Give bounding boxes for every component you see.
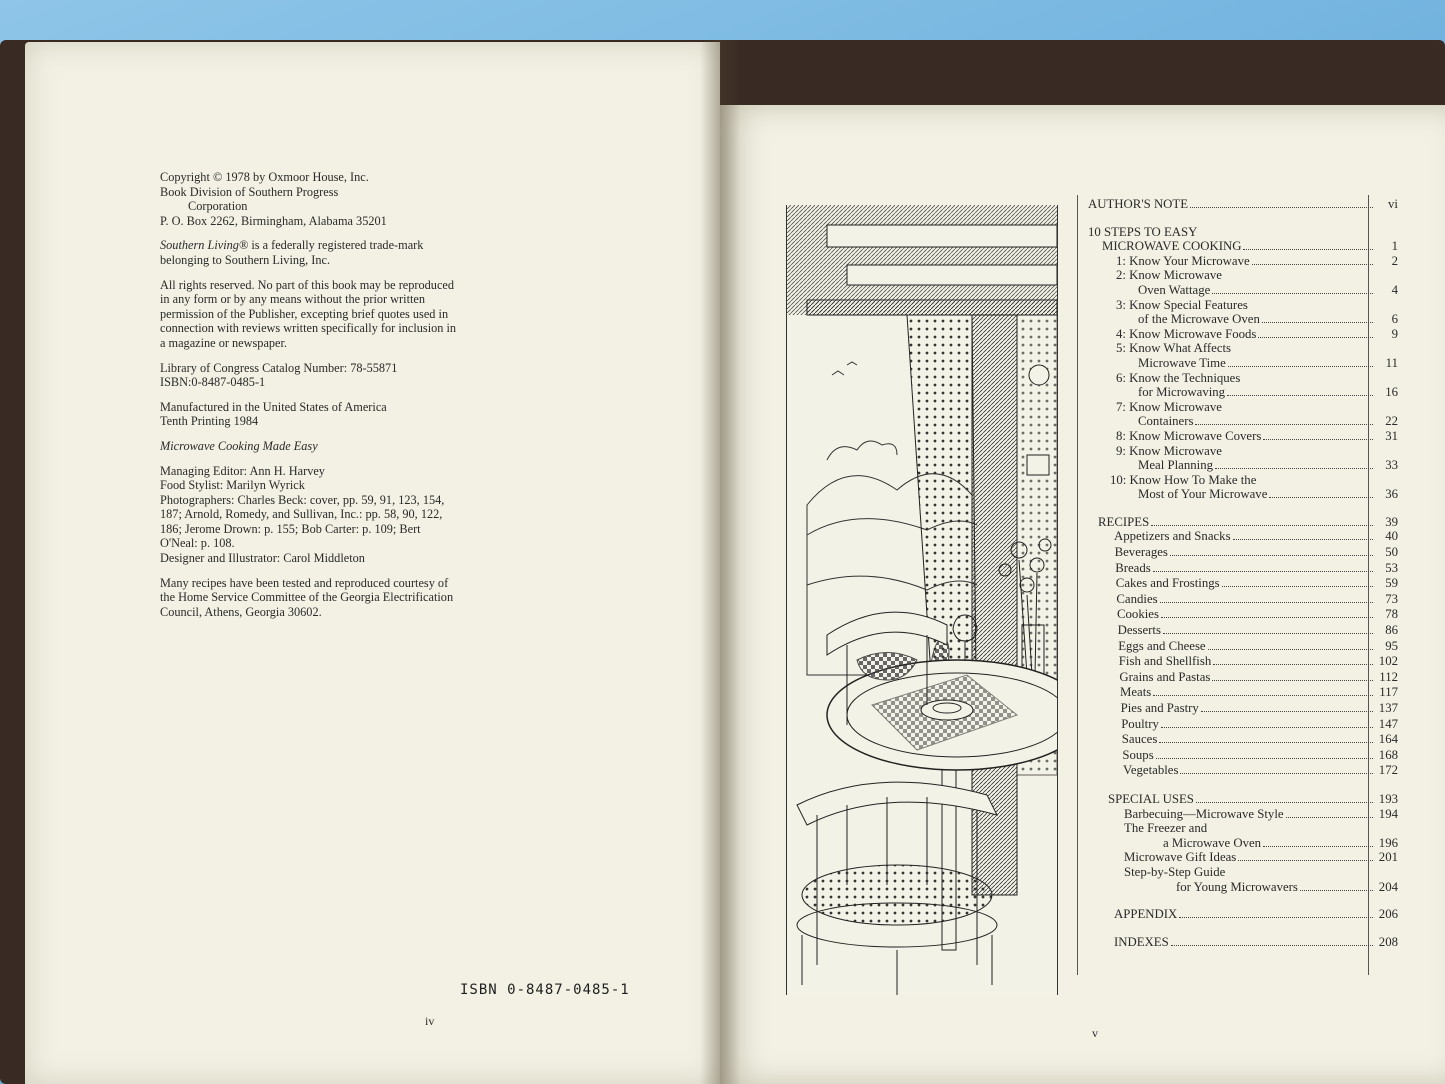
leader-dots: [1252, 264, 1373, 265]
toc-title: Appetizers and Snacks: [1114, 529, 1231, 544]
toc-title: 2: Know Microwave: [1116, 268, 1222, 283]
leader-dots: [1258, 337, 1373, 338]
toc-title: for Microwaving: [1138, 385, 1226, 400]
toc-recipe-entry: [1088, 654, 1398, 670]
toc-recipe-entry: [1088, 639, 1398, 655]
toc-step-entry: [1088, 298, 1398, 313]
toc-step-entry: [1088, 356, 1398, 371]
toc-page: 168: [1378, 747, 1398, 762]
toc-title: Sauces: [1121, 732, 1158, 747]
toc-page: 78: [1385, 607, 1398, 622]
toc-recipe-entry: [1088, 685, 1398, 701]
toc-title: Pies and Pastry: [1120, 701, 1199, 715]
table-of-contents: [1088, 197, 1398, 949]
toc-entry-steps: [1088, 239, 1398, 254]
toc-recipe-entry: [1088, 561, 1398, 577]
toc-page: 50: [1385, 545, 1398, 560]
toc-special-entry: [1088, 807, 1398, 822]
toc-title: Most of Your Microwave: [1138, 487, 1268, 502]
toc-title: of the Microwave Oven: [1138, 312, 1260, 327]
managing-editor: Managing Editor: Ann H. Harvey: [160, 463, 325, 478]
toc-page: 9: [1391, 326, 1398, 341]
toc-title: Breads: [1115, 560, 1151, 575]
manufactured-line: Manufactured in the United States of America: [160, 399, 387, 414]
toc-page: 16: [1385, 385, 1398, 400]
toc-recipe-entry: [1088, 717, 1398, 733]
toc-entry-authors-note: [1088, 197, 1398, 212]
leader-dots: [1263, 846, 1373, 847]
toc-title: Poultry: [1121, 716, 1159, 731]
toc-step-entry: [1088, 371, 1398, 386]
address-line: P. O. Box 2262, Birmingham, Alabama 35201: [160, 213, 387, 228]
toc-title: 6: Know the Techniques: [1116, 370, 1241, 385]
leader-dots: [1163, 633, 1373, 634]
leader-dots: [1179, 917, 1373, 918]
leader-dots: [1201, 711, 1373, 712]
toc-page: 86: [1385, 623, 1398, 638]
toc-title: RECIPES: [1098, 514, 1150, 529]
toc-page: 53: [1385, 560, 1398, 575]
publisher-line: Book Division of Southern Progress: [160, 184, 339, 199]
toc-page: 164: [1378, 732, 1398, 747]
toc-page: 11: [1385, 355, 1398, 370]
page-number-left: iv: [425, 1014, 435, 1028]
designer: Designer and Illustrator: Carol Middleton: [160, 551, 365, 566]
toc-title: Microwave Time: [1138, 355, 1226, 370]
leader-dots: [1161, 617, 1373, 618]
toc-step-entry: [1088, 429, 1398, 444]
leader-dots: [1263, 439, 1373, 440]
recipes-courtesy-note: Many recipes have been tested and reproduced courtesy of the Home Service Committee of the Georgia Electrification Council, Athens, Georgia 30602.: [160, 575, 454, 619]
toc-step-entry: [1088, 458, 1398, 473]
toc-title: Desserts: [1117, 623, 1161, 638]
toc-title: MICROWAVE COOKING: [1102, 239, 1242, 254]
toc-page: 95: [1385, 638, 1398, 653]
toc-page: 102: [1378, 654, 1398, 669]
toc-page: 117: [1379, 685, 1398, 700]
toc-title: 3: Know Special Features: [1116, 297, 1248, 312]
isbn-text: ISBN:0-8487-0485-1: [160, 375, 266, 390]
toc-title: 10: Know How To Make the: [1110, 472, 1257, 487]
toc-page: 147: [1378, 716, 1398, 731]
toc-title: 1: Know Your Microwave: [1116, 253, 1250, 268]
leader-dots: [1238, 860, 1373, 861]
toc-title: INDEXES: [1114, 934, 1169, 949]
toc-page: 6: [1391, 312, 1398, 327]
toc-title: Vegetables: [1123, 763, 1179, 778]
leader-dots: [1180, 773, 1373, 774]
catalog-number: Library of Congress Catalog Number: 78-55871: [160, 360, 398, 375]
leader-dots: [1212, 680, 1373, 681]
toc-title: Grains and Pastas: [1119, 669, 1211, 684]
toc-page: 193: [1378, 791, 1398, 806]
leader-dots: [1153, 695, 1373, 696]
credits-block: [160, 464, 460, 566]
toc-recipe-entry: [1088, 607, 1398, 623]
toc-step-entry: [1088, 268, 1398, 283]
toc-step-entry: [1088, 385, 1398, 400]
line-drawing: [787, 205, 1057, 995]
toc-title: SPECIAL USES: [1108, 791, 1194, 806]
toc-title: Meal Planning: [1138, 458, 1213, 473]
toc-recipe-entry: [1088, 576, 1398, 592]
toc-recipe-entry: [1088, 623, 1398, 639]
toc-entry-special-uses: [1088, 792, 1398, 807]
leader-dots: [1228, 366, 1373, 367]
trademark-text: is a federally registered trade-mark belonging to Southern Living, Inc.: [160, 238, 424, 267]
toc-page: 73: [1385, 591, 1398, 606]
toc-title: APPENDIX: [1114, 907, 1178, 922]
leader-dots: [1160, 602, 1373, 603]
toc-page: 172: [1378, 763, 1398, 778]
toc-page: 4: [1391, 282, 1398, 297]
leader-dots: [1262, 322, 1373, 323]
trademark-note: [160, 238, 460, 267]
leader-dots: [1196, 802, 1373, 803]
toc-special-entry: [1088, 865, 1398, 880]
toc-page: 40: [1385, 529, 1398, 544]
toc-title: Cookies: [1117, 607, 1159, 622]
toc-page: 196: [1378, 835, 1398, 850]
toc-page: 36: [1385, 487, 1398, 502]
toc-recipe-entry: [1088, 545, 1398, 561]
leader-dots: [1208, 649, 1373, 650]
toc-recipe-entry: [1088, 592, 1398, 608]
rights-notice: All rights reserved. No part of this book may be reproduced in any form or by any means without the prior written permission of the Publisher, excepting brief quotes used in connection with reviews written specifically for inclusion in a magazine or newspaper.: [160, 277, 457, 350]
toc-title: 9: Know Microwave: [1116, 443, 1222, 458]
toc-title: a Microwave Oven: [1163, 835, 1262, 850]
printing-line: Tenth Printing 1984: [160, 414, 259, 429]
toc-title: Meats: [1120, 685, 1152, 700]
toc-page: 112: [1379, 669, 1398, 684]
leader-dots: [1286, 817, 1373, 818]
toc-title: 10 STEPS TO EASY: [1088, 224, 1198, 239]
toc-recipe-entry: [1088, 701, 1398, 717]
toc-entry-indexes: [1088, 935, 1398, 950]
leader-dots: [1222, 586, 1373, 587]
book-title: Microwave Cooking Made Easy: [160, 438, 318, 453]
toc-title: Candies: [1116, 591, 1158, 606]
toc-special-entry: [1088, 821, 1398, 836]
book-gutter: [700, 40, 740, 1084]
toc-page: vi: [1388, 197, 1398, 211]
toc-title: Soups: [1122, 747, 1154, 762]
toc-title: 5: Know What Affects: [1116, 341, 1232, 356]
photographers: Photographers: Charles Beck: cover, pp. 59, 91, 123, 154, 187; Arnold, Romedy, and Sullivan, Inc.: pp. 58, 90, 122, 186; Jerome Drown: p. 155; Bob Carter: p. 109; Bert O'Neal: p. 108.: [160, 492, 445, 551]
leader-dots: [1170, 555, 1373, 556]
toc-divider-left: [1077, 195, 1078, 975]
food-stylist: Food Stylist: Marilyn Wyrick: [160, 478, 305, 493]
leader-dots: [1151, 525, 1373, 526]
toc-title: Barbecuing—Microwave Style: [1124, 806, 1284, 821]
leader-dots: [1213, 664, 1373, 665]
toc-page: 2: [1391, 253, 1398, 268]
toc-page: 22: [1385, 414, 1398, 429]
leader-dots: [1190, 207, 1373, 208]
toc-title: 8: Know Microwave Covers: [1116, 428, 1262, 443]
copyright-block: [160, 170, 460, 629]
toc-title: AUTHOR'S NOTE: [1088, 197, 1189, 211]
toc-step-entry: [1088, 473, 1398, 488]
toc-page: 206: [1378, 907, 1398, 922]
toc-page: 137: [1378, 701, 1398, 715]
toc-recipe-entry: [1088, 529, 1398, 545]
toc-step-entry: [1088, 254, 1398, 269]
toc-steps-list: [1088, 254, 1398, 502]
leader-dots: [1156, 758, 1373, 759]
toc-step-entry: [1088, 341, 1398, 356]
toc-title: The Freezer and: [1124, 821, 1208, 836]
toc-title: 7: Know Microwave: [1116, 399, 1222, 414]
toc-recipe-entry: [1088, 748, 1398, 764]
leader-dots: [1233, 539, 1373, 540]
toc-page: 59: [1385, 576, 1398, 591]
toc-page: 204: [1378, 879, 1398, 894]
toc-recipe-entry: [1088, 670, 1398, 686]
toc-title: Microwave Gift Ideas: [1124, 850, 1237, 865]
toc-title: Step-by-Step Guide: [1124, 864, 1226, 879]
toc-title: Beverages: [1114, 545, 1168, 560]
toc-recipe-entry: [1088, 732, 1398, 748]
isbn-stamp: ISBN 0-8487-0485-1: [460, 982, 630, 998]
publisher-line-2: Corporation: [188, 199, 248, 214]
toc-title: Oven Wattage: [1138, 282, 1211, 297]
leader-dots: [1153, 571, 1373, 572]
leader-dots: [1300, 890, 1373, 891]
toc-step-entry: [1088, 283, 1398, 298]
toc-page: 1: [1391, 239, 1398, 254]
toc-page: 208: [1378, 934, 1398, 949]
toc-step-entry: [1088, 487, 1398, 502]
toc-step-entry: [1088, 414, 1398, 429]
toc-recipe-entry: [1088, 763, 1398, 779]
toc-special-entry: [1088, 880, 1398, 895]
leader-dots: [1215, 468, 1373, 469]
toc-title: Containers: [1138, 414, 1194, 429]
leader-dots: [1161, 727, 1373, 728]
toc-title: Eggs and Cheese: [1118, 638, 1206, 653]
leader-dots: [1227, 395, 1373, 396]
toc-page: 33: [1385, 458, 1398, 473]
toc-step-entry: [1088, 327, 1398, 342]
porch-illustration: [786, 205, 1058, 995]
leader-dots: [1159, 742, 1373, 743]
trademark-name: Southern Living®: [160, 238, 249, 253]
toc-special-entry: [1088, 850, 1398, 865]
toc-step-entry: [1088, 312, 1398, 327]
toc-title: Fish and Shellfish: [1118, 654, 1212, 669]
toc-recipe-list: [1088, 529, 1398, 779]
toc-step-entry: [1088, 444, 1398, 459]
leader-dots: [1269, 497, 1373, 498]
toc-title: 4: Know Microwave Foods: [1116, 326, 1257, 341]
page-number-right: v: [1092, 1026, 1098, 1040]
copyright-line: Copyright © 1978 by Oxmoor House, Inc.: [160, 170, 369, 184]
leader-dots: [1171, 945, 1373, 946]
toc-steps-heading: [1088, 225, 1398, 240]
toc-page: 31: [1385, 428, 1398, 443]
leader-dots: [1243, 249, 1373, 250]
toc-step-entry: [1088, 400, 1398, 415]
toc-page: 201: [1378, 850, 1398, 865]
toc-entry-recipes: [1088, 515, 1398, 530]
toc-title: for Young Microwavers: [1176, 879, 1298, 894]
toc-title: Cakes and Frostings: [1115, 576, 1220, 591]
toc-special-entry: [1088, 836, 1398, 851]
leader-dots: [1195, 424, 1373, 425]
toc-special-list: [1088, 807, 1398, 895]
toc-entry-appendix: [1088, 907, 1398, 922]
toc-page: 194: [1378, 806, 1398, 821]
leader-dots: [1212, 293, 1373, 294]
toc-page: 39: [1385, 514, 1398, 529]
